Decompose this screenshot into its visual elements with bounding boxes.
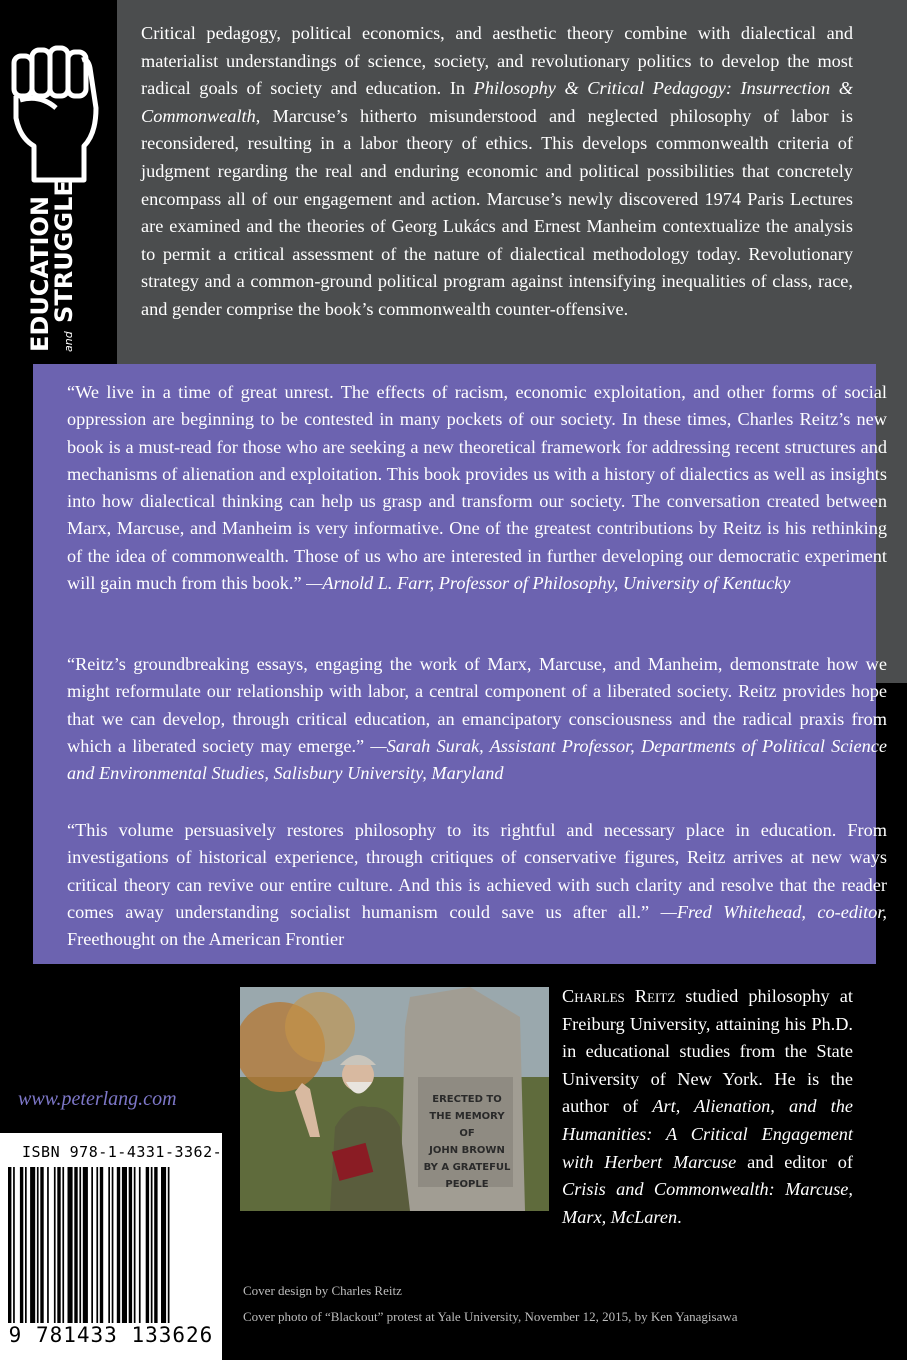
barcode-bar: [54, 1167, 56, 1323]
barcode-bar: [47, 1167, 49, 1323]
series-line-education: EDUCATION: [26, 196, 54, 352]
endorsement-quote: “This volume persuasively restores philosophy to its rightful and necessary place in education. From investigations of historical experience, through critiques of conservative figures, Reitz arrives at new ways critical theory can revive our entire culture. And this is achieved with such clarity and resolve that the reader comes away understanding socialist humanism could save us after all.”: [67, 820, 887, 922]
endorsement-2: [67, 651, 887, 787]
inscription-line: THE MEMORY OF: [429, 1111, 505, 1139]
barcode-bar: [146, 1167, 149, 1323]
inscription-line: ERECTED TO: [432, 1094, 502, 1105]
isbn-barcode: [0, 1133, 232, 1360]
endorsement-attribution: —Sarah Surak, Assistant Professor, Departments of Political Science and Environmental Studies, Salisbury University, Maryland: [67, 735, 887, 784]
barcode-bar: [74, 1167, 77, 1323]
barcode-bar: [134, 1167, 136, 1323]
bio-text-2: and editor of: [736, 1151, 853, 1172]
author-name: Charles Reitz: [562, 986, 676, 1006]
barcode-bar: [25, 1167, 27, 1323]
inscription-line: PEOPLE: [445, 1179, 489, 1190]
author-photo: [240, 987, 549, 1211]
barcode-bar: [122, 1167, 127, 1323]
barcode-bar: [62, 1167, 64, 1323]
inscription-line: BY A GRATEFUL: [423, 1162, 511, 1173]
barcode-bar: [151, 1167, 153, 1323]
barcode-bar: [168, 1167, 170, 1323]
endorsement-attribution: —Arnold L. Farr, Professor of Philosophy, University of Kentucky: [306, 573, 791, 594]
barcode-bar: [40, 1167, 43, 1323]
author-bio: [562, 983, 853, 1231]
description-text-2: , Marcuse’s hitherto misunderstood and neglected philosophy of labor is reconsidered, resulting in a labor theory of ethics. This develops commonwealth criteria of judgment regarding the real and enduring economic and political possibilities that concretely encompass all of our engagement and action. Marcuse’s newly discovered 1974 Paris Lectures are examined and the theories of Georg Lukács and Ernest Manheim contextualize the analysis to permit a critical assessment of the nature of dialectical methodology today. Revolutionary strategy and a common-ground political program against intensifying inequalities of class, race, and gender comprise the book’s commonwealth counter-offensive.: [141, 105, 853, 319]
raised-fist-icon: [0, 38, 117, 188]
barcode-bar: [30, 1167, 35, 1323]
barcode-bar: [100, 1167, 103, 1323]
series-name: [28, 180, 81, 352]
book-title: Philosophy & Critical Pedagogy: Insurrection & Commonwealth: [141, 78, 853, 126]
cover-photo-credit: Cover photo of “Blackout” protest at Yale University, November 12, 2015, by Ken Yanagisawa: [243, 1309, 738, 1324]
endorsement-1: [67, 379, 887, 597]
cover-design-credit: Cover design by Charles Reitz: [243, 1283, 402, 1298]
barcode-bar: [108, 1167, 110, 1323]
barcode-bar: [20, 1167, 23, 1323]
barcode-bar: [96, 1167, 98, 1323]
monument-inscription: [422, 1091, 512, 1193]
description-text-1: Critical pedagogy, political economics, and aesthetic theory combine with dialectical and materialist understandings of science, society, and revolutionary politics to develop the most radical goals of society and education. In: [141, 23, 853, 99]
endorsement-quote: “We live in a time of great unrest. The effects of racism, economic exploitation, and other forms of social oppression are beginning to be contested in many pockets of our society. In these times, Charles Reitz’s new book is a must-read for those who are seeking a new theoretical framework for addressing recent structures and mechanisms of alienation and exploitation. This book provides us with a history of dialectics as well as insights into how dialectical thinking can help us grasp and transform our society. The conversation created between Marx, Marcuse, and Manheim is very informative. One of the greatest contributions by Reitz is his rethinking of the idea of commonwealth. Those of us who are interested in further developing our democratic experiment will gain much from this book.”: [67, 382, 887, 594]
barcode-bar: [154, 1167, 157, 1323]
barcode-bar: [91, 1167, 93, 1323]
endorsement-3: [67, 817, 887, 953]
series-line-struggle: STRUGGLE: [50, 180, 78, 323]
barcode-bar: [68, 1167, 73, 1323]
barcode-bar: [83, 1167, 88, 1323]
barcode-icon: [8, 1167, 214, 1323]
barcode-bar: [129, 1167, 132, 1323]
bio-book-2: Crisis and Commonwealth: Marcuse, Marx, McLaren: [562, 1179, 853, 1227]
barcode-bar: [112, 1167, 114, 1323]
barcode-bar: [79, 1167, 81, 1323]
bio-book-1: Art, Alienation, and the Humanities: A Critical Engagement with Herbert Marcuse: [562, 1096, 853, 1172]
bio-text-1: studied philosophy at Freiburg University, attaining his Ph.D. in educational studies from the State University of New York. He is the author of: [562, 986, 853, 1117]
inscription-line: JOHN BROWN: [429, 1145, 505, 1156]
bio-text-3: .: [677, 1206, 682, 1227]
endorsement-quote: “Reitz’s groundbreaking essays, engaging the work of Marx, Marcuse, and Manheim, demonstrate how we might reformulate our relationship with labor, a central component of a liberated society. Reitz provides hope that we can develop, through critical education, an emancipatory consciousness and the radical praxis from which a liberated society may emerge.”: [67, 654, 887, 756]
endorsement-attribution: —Fred Whitehead, co-editor,: [660, 901, 887, 922]
isbn-digits: 9 781433 133626: [8, 1323, 214, 1347]
barcode-bar: [8, 1167, 11, 1323]
series-logo: [0, 0, 117, 362]
barcode-bar: [13, 1167, 15, 1323]
barcode-bar: [139, 1167, 141, 1323]
barcode-bar: [117, 1167, 120, 1323]
isbn-label: ISBN 978-1-4331-3362-6: [22, 1143, 232, 1161]
endorsements-panel: [33, 364, 887, 964]
book-reference: Freethought on the American Frontier: [67, 929, 345, 950]
barcode-bar: [161, 1167, 166, 1323]
series-line-and: and: [62, 331, 75, 352]
barcode-bar: [57, 1167, 60, 1323]
book-description: [141, 20, 853, 324]
publisher-website[interactable]: www.peterlang.com: [18, 1088, 177, 1110]
barcode-bar: [37, 1167, 39, 1323]
